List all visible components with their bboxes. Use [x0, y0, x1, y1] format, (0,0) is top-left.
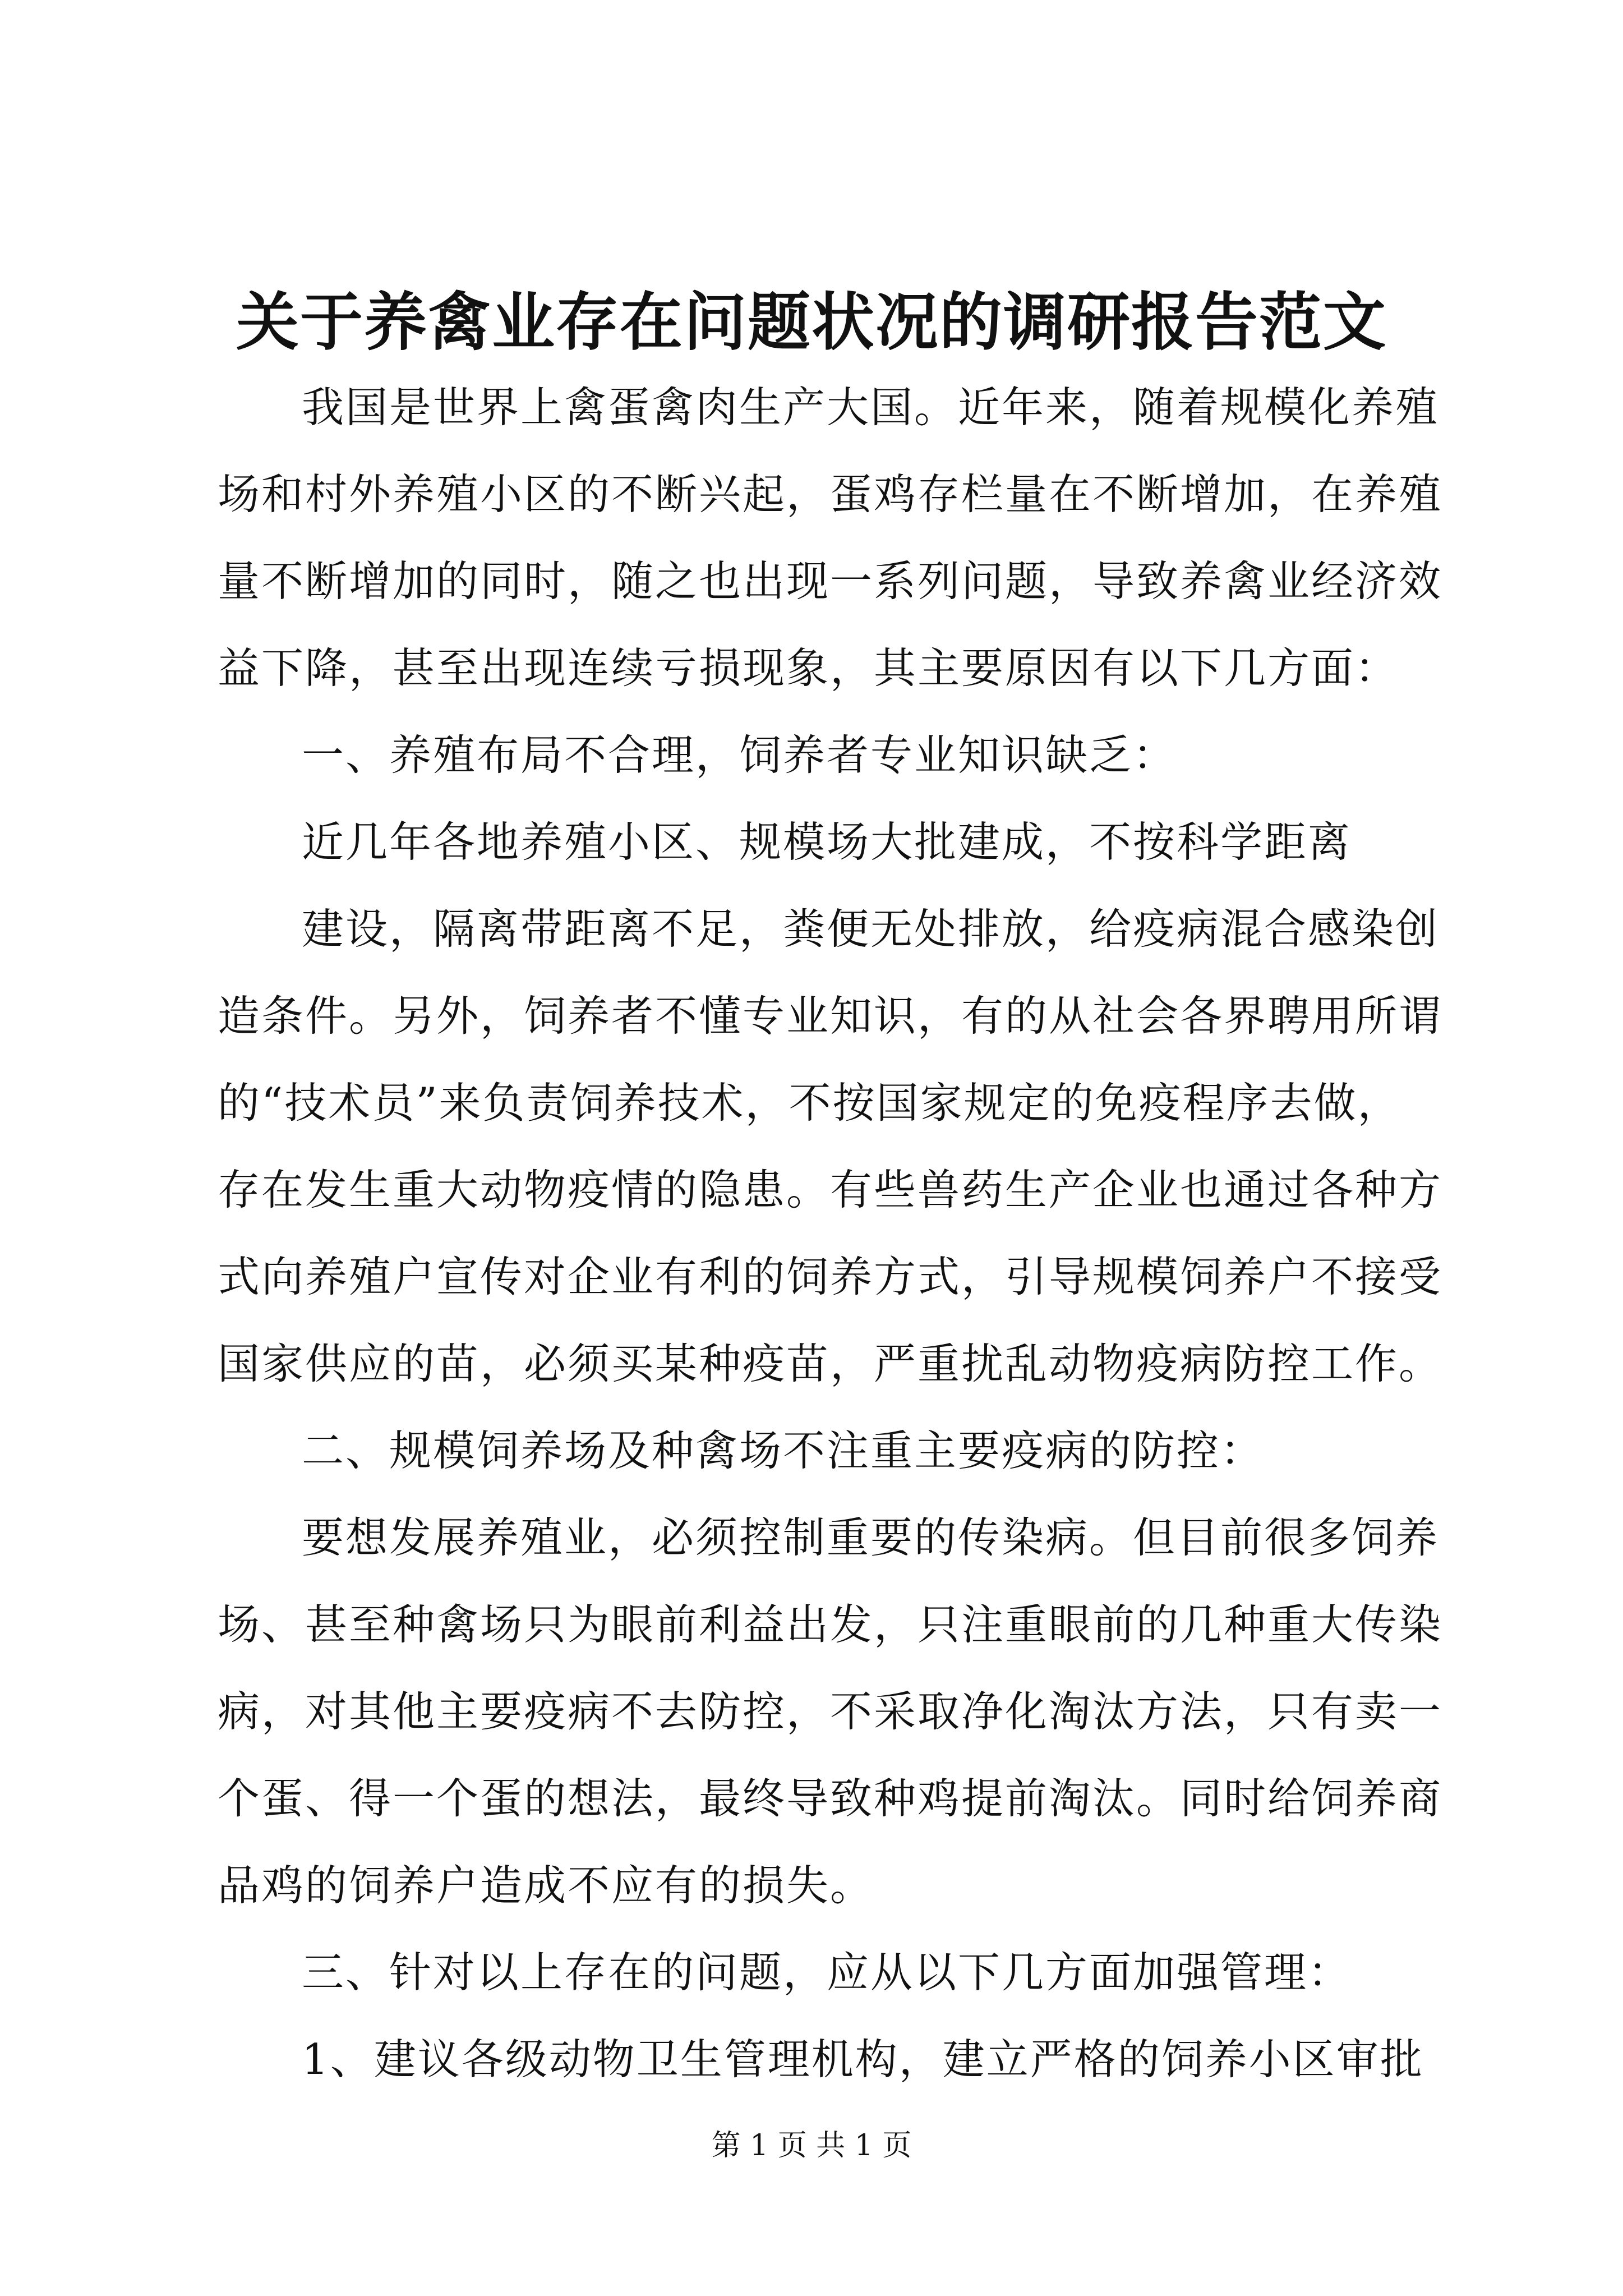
document-title: 关于养禽业存在问题状况的调研报告范文: [236, 286, 1387, 359]
body-line: 要想发展养殖业，必须控制重要的传染病。但目前很多饲养: [302, 1513, 1440, 1562]
section-heading: 二、规模饲养场及种禽场不注重主要疫病的防控：: [302, 1426, 1265, 1475]
body-line: 场和村外养殖小区的不断兴起，蛋鸡存栏量在不断增加，在养殖: [218, 470, 1443, 519]
body-line: 个蛋、得一个蛋的想法，最终导致种鸡提前淘汰。同时给饲养商: [218, 1774, 1443, 1823]
body-line: 病，对其他主要疫病不去防控，不采取净化淘汰方法，只有卖一: [218, 1687, 1443, 1736]
body-line: 式向养殖户宣传对企业有利的饲养方式，引导规模饲养户不接受: [218, 1252, 1443, 1301]
body-line: 益下降，甚至出现连续亏损现象，其主要原因有以下几方面：: [218, 643, 1399, 693]
body-line: 造条件。另外，饲养者不懂专业知识，有的从社会各界聘用所谓: [218, 991, 1443, 1041]
body-line: 近几年各地养殖小区、规模场大批建成，不按科学距离: [302, 817, 1352, 867]
body-line: 品鸡的饲养户造成不应有的损失。: [218, 1861, 874, 1910]
page-number-footer: 第 1 页 共 1 页: [711, 2129, 912, 2162]
body-line: 国家供应的苗，必须买某种疫苗，严重扰乱动物疫病防控工作。: [218, 1339, 1443, 1388]
body-line: 我国是世界上禽蛋禽肉生产大国。近年来，随着规模化养殖: [302, 383, 1440, 432]
body-line: 存在发生重大动物疫情的隐患。有些兽药生产企业也通过各种方: [218, 1165, 1443, 1214]
section-heading: 三、针对以上存在的问题，应从以下几方面加强管理：: [302, 1948, 1352, 1997]
body-line: 场、甚至种禽场只为眼前利益出发，只注重眼前的几种重大传染: [218, 1600, 1443, 1649]
section-heading: 一、养殖布局不合理，饲养者专业知识缺乏：: [302, 730, 1177, 780]
body-line: 量不断增加的同时，随之也出现一系列问题，导致养禽业经济效: [218, 556, 1443, 606]
body-line: 1、建议各级动物卫生管理机构，建立严格的饲养小区审批: [302, 2035, 1424, 2084]
body-line: 的“技术员”来负责饲养技术，不按国家规定的免疫程序去做，: [218, 1078, 1401, 1128]
body-line: 建设，隔离带距离不足，粪便无处排放，给疫病混合感染创: [302, 904, 1440, 954]
